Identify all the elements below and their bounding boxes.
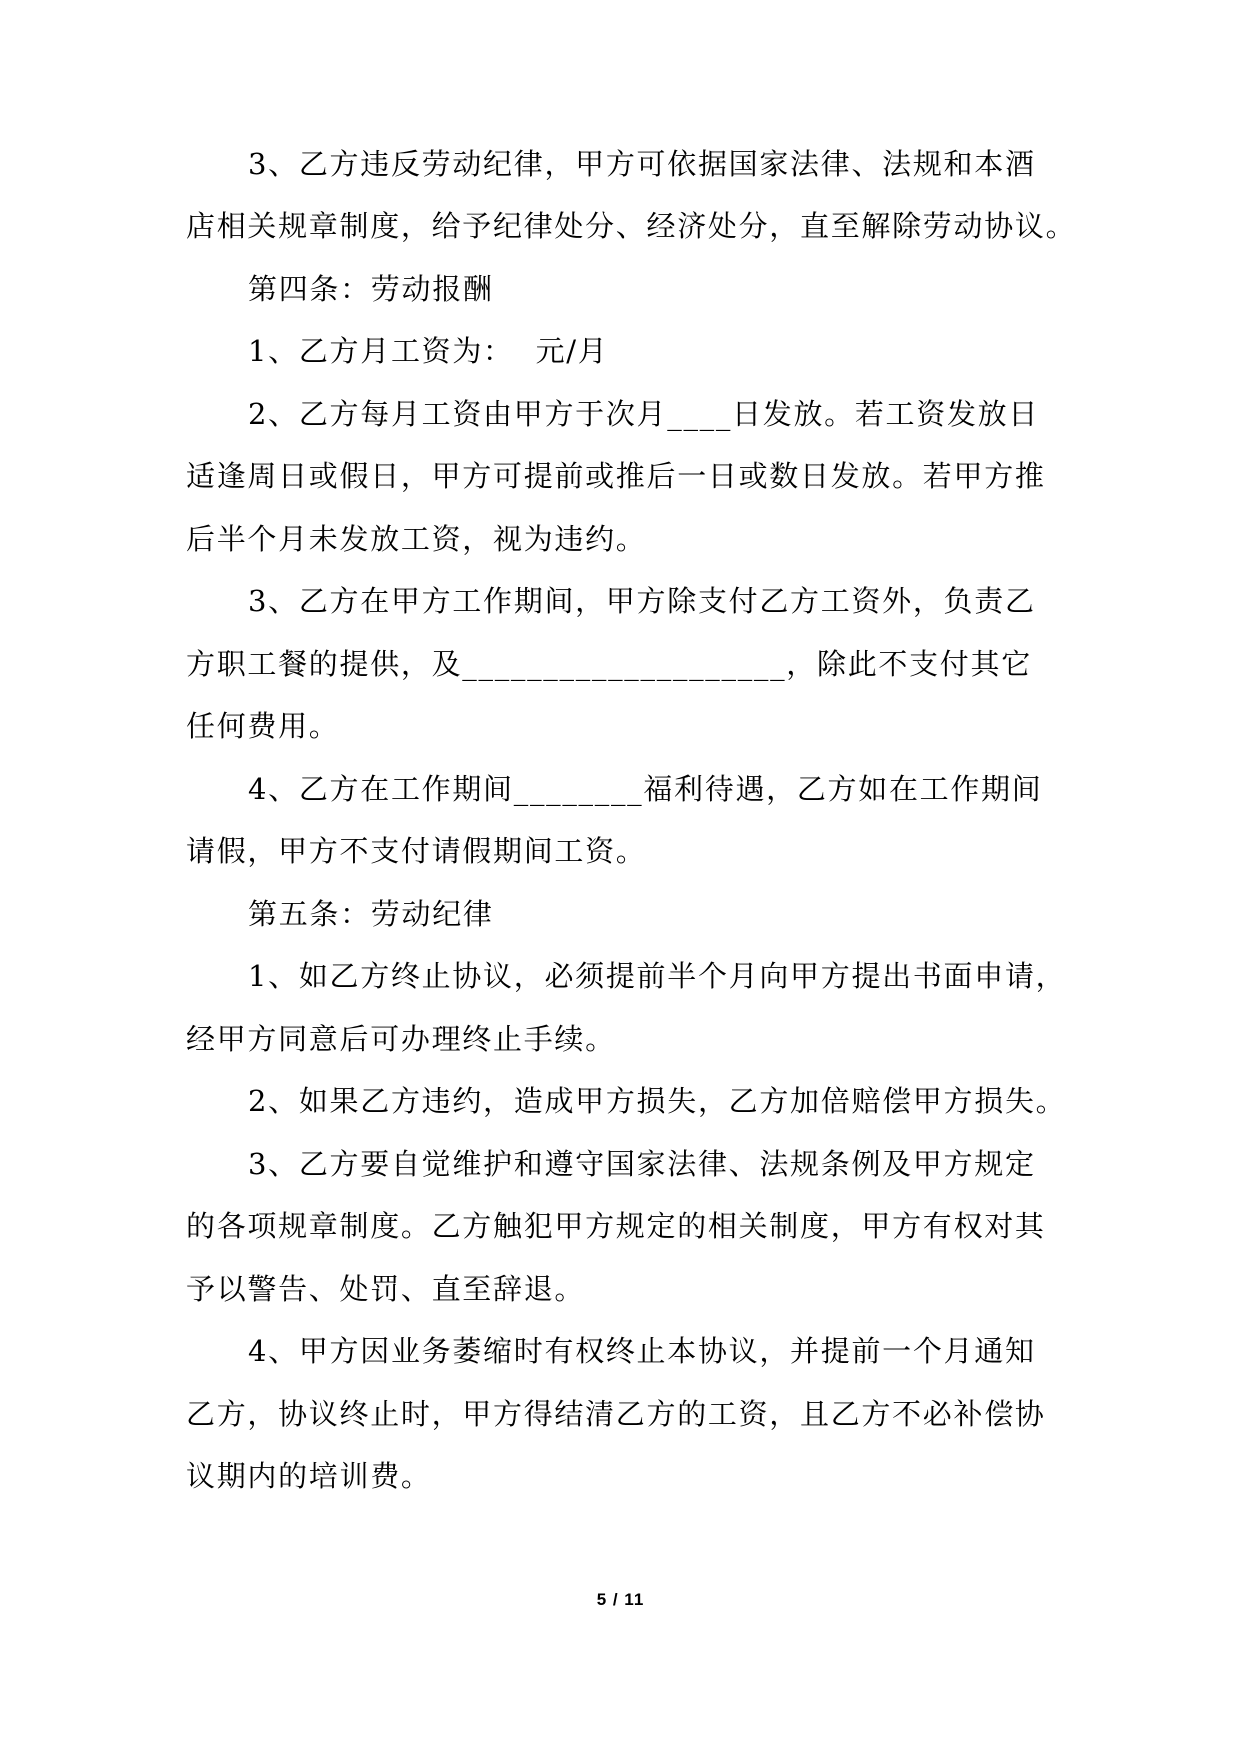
text-line: 1、乙方月工资为： 元/月 — [248, 334, 609, 368]
text-line: 4、乙方在工作期间________福利待遇，乙方如在工作期间 — [248, 772, 1043, 806]
section-heading: 第四条：劳动报酬 — [248, 272, 494, 306]
text-line: 2、乙方每月工资由甲方于次月____日发放。若工资发放日 — [248, 397, 1040, 431]
text-line: 予以警告、处罚、直至辞退。 — [186, 1272, 586, 1306]
section-heading: 第五条：劳动纪律 — [248, 897, 494, 931]
text-line: 1、如乙方终止协议，必须提前半个月向甲方提出书面申请， — [248, 959, 1067, 993]
text-line: 任何费用。 — [186, 709, 340, 743]
text-line: 4、甲方因业务萎缩时有权终止本协议，并提前一个月通知 — [248, 1334, 1036, 1368]
text-line: 3、乙方违反劳动纪律，甲方可依据国家法律、法规和本酒 — [248, 147, 1036, 181]
text-line: 请假，甲方不支付请假期间工资。 — [186, 834, 647, 868]
text-line: 方职工餐的提供，及____________________，除此不支付其它 — [186, 647, 1032, 681]
text-line: 经甲方同意后可办理终止手续。 — [186, 1022, 616, 1056]
text-line: 乙方，协议终止时，甲方得结清乙方的工资，且乙方不必补偿协 — [186, 1397, 1046, 1431]
text-line: 适逢周日或假日，甲方可提前或推后一日或数日发放。若甲方推 — [186, 459, 1046, 493]
text-line: 店相关规章制度，给予纪律处分、经济处分，直至解除劳动协议。 — [186, 209, 1077, 243]
text-line: 的各项规章制度。乙方触犯甲方规定的相关制度，甲方有权对其 — [186, 1209, 1046, 1243]
text-line: 后半个月未发放工资，视为违约。 — [186, 522, 647, 556]
page-number: 5 / 11 — [596, 1590, 645, 1609]
text-line: 3、乙方在甲方工作期间，甲方除支付乙方工资外，负责乙 — [248, 584, 1036, 618]
text-line: 3、乙方要自觉维护和遵守国家法律、法规条例及甲方规定 — [248, 1147, 1036, 1181]
text-line: 议期内的培训费。 — [186, 1459, 432, 1493]
text-line: 2、如果乙方违约，造成甲方损失，乙方加倍赔偿甲方损失。 — [248, 1084, 1067, 1118]
